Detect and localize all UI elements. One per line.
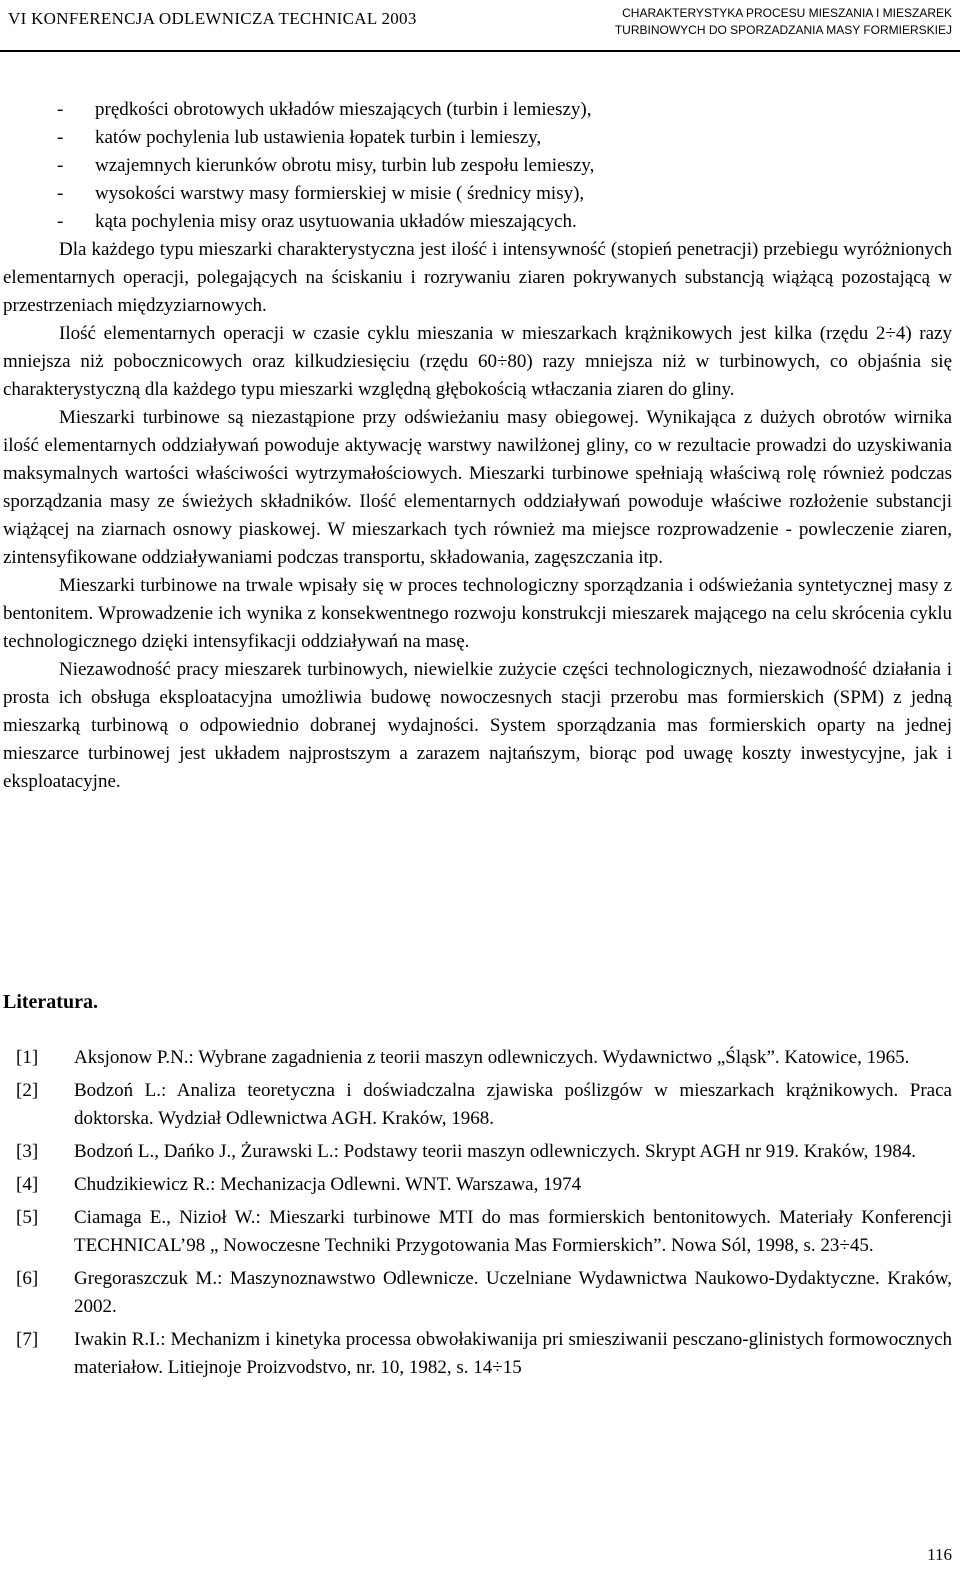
- literature-heading: Literatura.: [3, 991, 98, 1013]
- reference-text: Bodzoń L., Dańko J., Żurawski L.: Podstawy teorii maszyn odlewniczych. Skrypt AGH nr 919. Kraków, 1984.: [74, 1141, 917, 1162]
- main-content: [3, 96, 952, 796]
- reference-number: [1]: [16, 1047, 39, 1068]
- reference-item: [16, 1265, 952, 1321]
- reference-text: Bodzoń L.: Analiza teoretyczna i doświadczalna zjawiska poślizgów w mieszarkach krążnikowych. Praca doktorska. Wydział Odlewnictwa AGH. Kraków, 1968.: [74, 1080, 952, 1129]
- reference-text: Iwakin R.I.: Mechanizm i kinetyka processa obwołakiwanija pri smieszіwanii pesczano-glinistych formowocznych materiałow. Litiejnoje Proizvodstvo, nr. 10, 1982, s. 14÷15: [74, 1329, 952, 1378]
- dash-list: [3, 96, 952, 236]
- list-item-text: kąta pochylenia misy oraz usytuowania układów mieszających.: [95, 211, 577, 232]
- list-item-text: wzajemnych kierunków obrotu misy, turbin lub zespołu lemieszy,: [95, 155, 595, 176]
- header-paper-title: [615, 5, 952, 39]
- paragraph: Dla każdego typu mieszarki charakterystyczna jest ilość i intensywność (stopień penetracji) przebiegu wyróżnionych elementarnych operacji, polegających na ściskaniu i rozrywaniu ziaren pokrywanych substancją wiążącą pozostającą w przestrzeniach międzyziarnowych.: [3, 239, 952, 316]
- list-item: - katów pochylenia lub ustawienia łopatek turbin i lemieszy,: [57, 127, 542, 148]
- reference-text: Ciamaga E., Nizioł W.: Mieszarki turbinowe MTI do mas formierskich bentonitowych. Materiały Konferencji TECHNICAL’98 „ Nowoczesne Techniki Przygotowania Mas Formierskich”. Nowa Sól, 1998, s. 23÷45.: [74, 1207, 952, 1256]
- reference-item: [16, 1077, 952, 1133]
- page-number: 116: [927, 1545, 952, 1564]
- list-item-text: wysokości warstwy masy formierskiej w misie ( średnicy misy),: [95, 183, 585, 204]
- reference-number: [7]: [16, 1329, 39, 1350]
- reference-number: [2]: [16, 1080, 39, 1101]
- reference-item: [16, 1204, 952, 1260]
- reference-number: [6]: [16, 1268, 39, 1289]
- reference-item: [16, 1326, 952, 1382]
- reference-number: [4]: [16, 1174, 39, 1195]
- paragraph: Niezawodność pracy mieszarek turbinowych, niewielkie zużycie części technologicznych, niezawodność działania i prosta ich obsługa eksploatacyjna umożliwia budowę nowoczesnych stacji przerobu mas formierskich (SPM) z jedną mieszarką turbinową o odpowiednio dobranej wydajności. System sporządzania mas formierskich oparty na jednej mieszarce turbinowej jest układem najprostszym a zarazem najtańszym, biorąc pod uwagę koszty inwestycyjne, jak i eksploatacyjne.: [3, 659, 952, 792]
- list-item: - kąta pochylenia misy oraz usytuowania układów mieszających.: [57, 211, 577, 232]
- reference-item: [16, 1044, 952, 1072]
- reference-number: [3]: [16, 1141, 39, 1162]
- reference-text: Chudzikiewicz R.: Mechanizacja Odlewni. WNT. Warszawa, 1974: [74, 1174, 582, 1195]
- list-item: - wzajemnych kierunków obrotu misy, turbin lub zespołu lemieszy,: [57, 155, 595, 176]
- paragraph: Mieszarki turbinowe są niezastąpione przy odświeżaniu masy obiegowej. Wynikająca z dużych obrotów wirnika ilość elementarnych oddziaływań powoduje aktywację warstwy nawilżonej gliny, co w rezultacie prowadzi do uzyskiwania maksymalnych wartości właściwości wytrzymałościowych. Mieszarki turbinowe spełniają właściwą rolę również podczas sporządzania masy ze świeżych składników. Ilość elementarnych oddziaływań powoduje właściwe rozłożenie substancji wiążącej na ziarnach osnowy piaskowej. W mieszarkach tych również ma miejsce rozprowadzenie - powleczenie ziaren, zintensyfikowane oddziaływaniami podczas transportu, składowania, zagęszczania itp.: [3, 407, 952, 568]
- reference-number: [5]: [16, 1207, 39, 1228]
- list-item: - wysokości warstwy masy formierskiej w misie ( średnicy misy),: [57, 183, 585, 204]
- reference-text: Gregoraszczuk M.: Maszynoznawstwo Odlewnicze. Uczelniane Wydawnictwa Naukowo-Dydaktyczne. Kraków, 2002.: [74, 1268, 952, 1317]
- reference-text: Aksjonow P.N.: Wybrane zagadnienia z teorii maszyn odlewniczych. Wydawnictwo „Śląsk”. Katowice, 1965.: [74, 1047, 910, 1068]
- page-header: [0, 0, 960, 52]
- header-paper-title-line1: CHARAKTERYSTYKA PROCESU MIESZANIA I MIESZAREK: [622, 6, 952, 20]
- list-item-text: katów pochylenia lub ustawienia łopatek turbin i lemieszy,: [95, 127, 542, 148]
- header-conference-title: VI KONFERENCJA ODLEWNICZA TECHNICAL 2003: [8, 9, 417, 28]
- header-paper-title-line2: TURBINOWYCH DO SPORZADZANIA MASY FORMIERSKIEJ: [614, 23, 952, 37]
- list-item-text: prędkości obrotowych układów mieszających (turbin i lemieszy),: [95, 99, 592, 120]
- list-item: - prędkości obrotowych układów mieszających (turbin i lemieszy),: [57, 99, 592, 120]
- paragraph: Ilość elementarnych operacji w czasie cyklu mieszania w mieszarkach krążnikowych jest kilka (rzędu 2÷4) razy mniejsza niż pobocznicowych oraz kilkudziesięciu (rzędu 60÷80) razy mniejsza niż w turbinowych, co objaśnia się charakterystyczną dla każdego typu mieszarki względną głębokością wtłaczania ziaren do gliny.: [3, 323, 952, 400]
- reference-item: [16, 1171, 952, 1199]
- reference-list: [16, 1044, 952, 1387]
- reference-item: [16, 1138, 952, 1166]
- paragraph: Mieszarki turbinowe na trwale wpisały się w proces technologiczny sporządzania i odświeżania syntetycznej masy z bentonitem. Wprowadzenie ich wynika z konsekwentnego rozwoju konstrukcji mieszarek mającego na celu skrócenia cyklu technologicznego dzięki intensyfikacji oddziaływań na masę.: [3, 575, 952, 652]
